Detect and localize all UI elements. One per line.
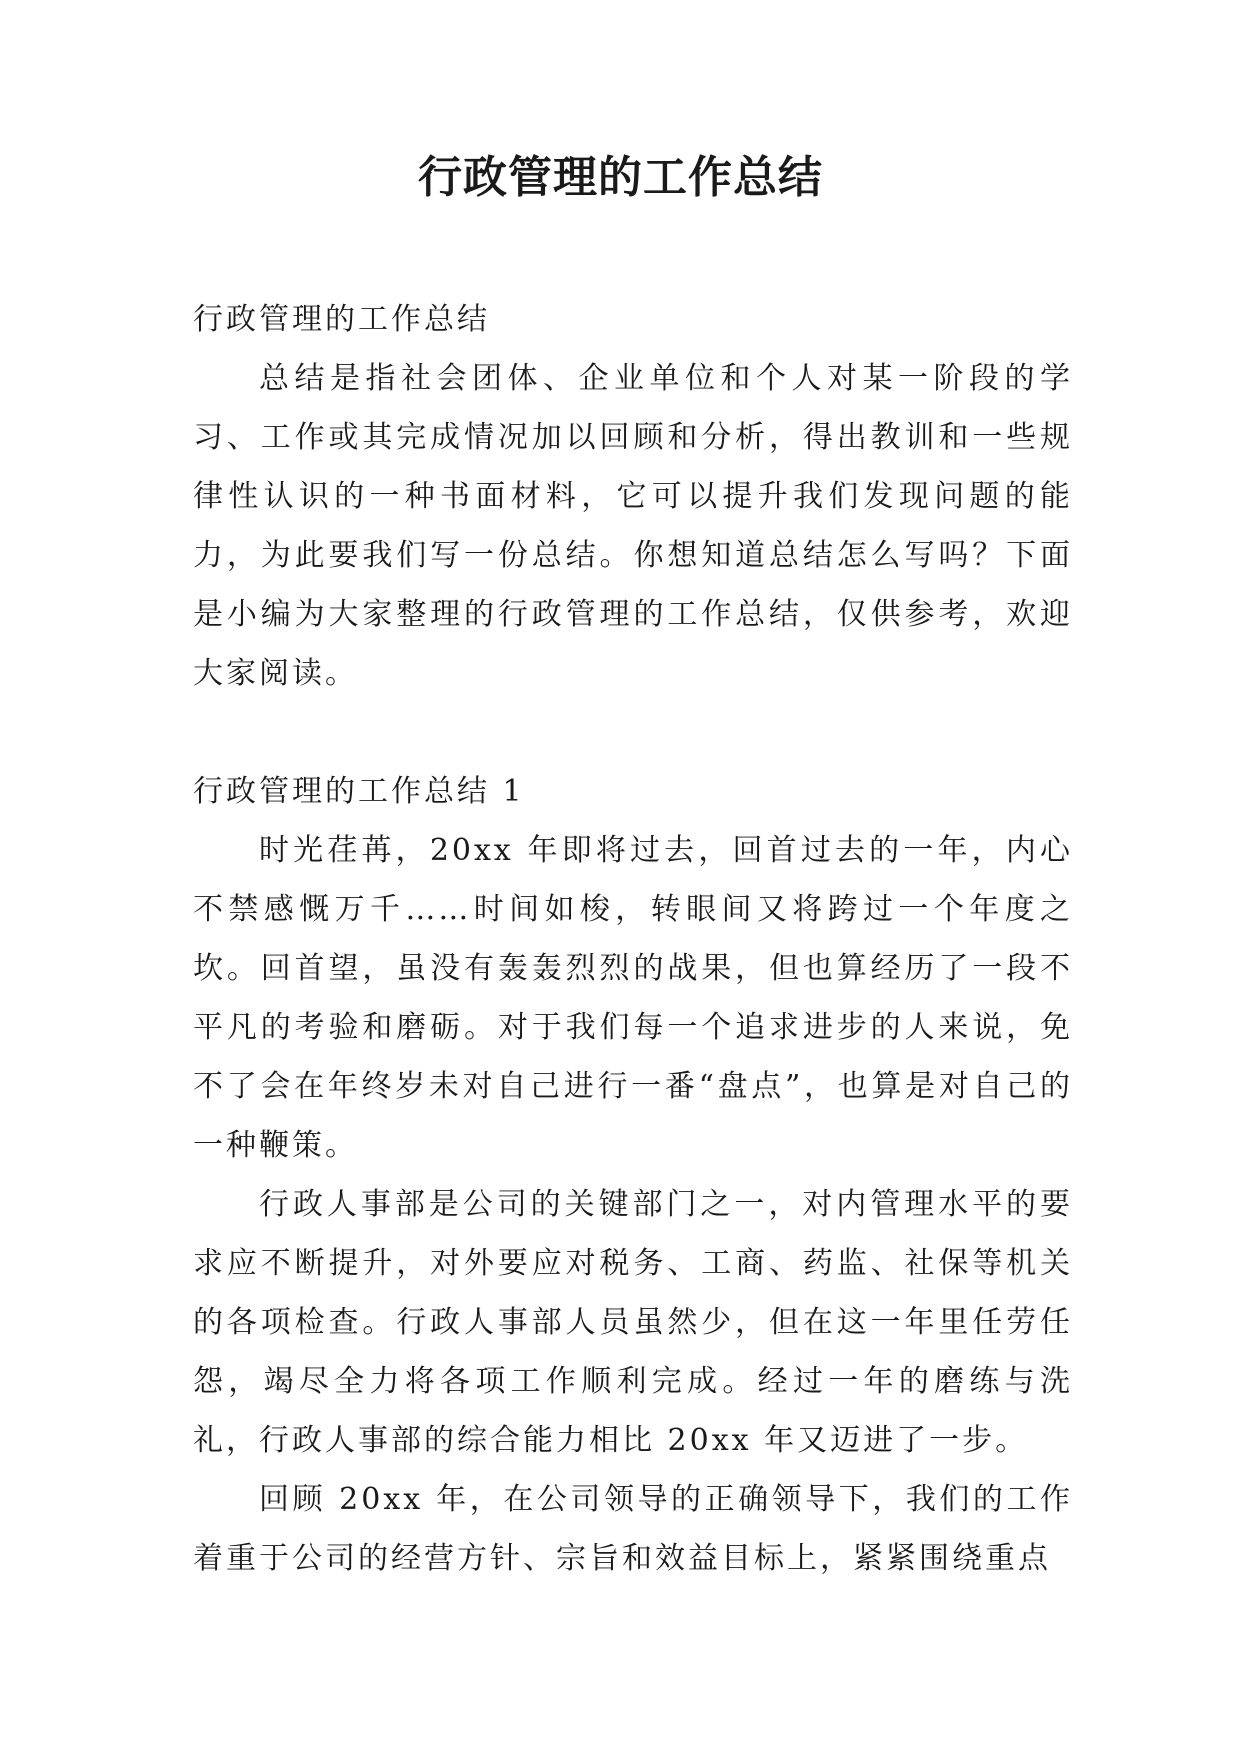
document-body: [193, 290, 1073, 1588]
section-paragraph: 回顾 20xx 年，在公司领导的正确领导下，我们的工作着重于公司的经营方针、宗旨和效益目标上，紧紧围绕重点: [193, 1482, 1073, 1576]
intro-paragraph: 总结是指社会团体、企业单位和个人对某一阶段的学习、工作或其完成情况加以回顾和分析，得出教训和一些规律性认识的一种书面材料，它可以提升我们发现问题的能力，为此要我们写一份总结。你想知道总结怎么写吗？下面是小编为大家整理的行政管理的工作总结，仅供参考，欢迎大家阅读。: [193, 361, 1073, 691]
section-paragraph: 时光荏苒，20xx 年即将过去，回首过去的一年，内心不禁感慨万千……时间如梭，转眼间又将跨过一个年度之坎。回首望，虽没有轰轰烈烈的战果，但也算经历了一段不平凡的考验和磨砺。对于我们每一个追求进步的人来说，免不了会在年终岁未对自己进行一番“盘点”，也算是对自己的一种鞭策。: [193, 833, 1073, 1163]
intro-heading: 行政管理的工作总结: [193, 302, 490, 337]
document-title: 行政管理的工作总结: [418, 152, 823, 203]
section-paragraph: 行政人事部是公司的关键部门之一，对内管理水平的要求应不断提升，对外要应对税务、工商、药监、社保等机关的各项检查。行政人事部人员虽然少，但在这一年里任劳任怨，竭尽全力将各项工作顺利完成。经过一年的磨练与洗礼，行政人事部的综合能力相比 20xx 年又迈进了一步。: [193, 1187, 1073, 1458]
section-spacer: [193, 703, 1073, 762]
section-heading: 行政管理的工作总结 1: [193, 774, 525, 809]
